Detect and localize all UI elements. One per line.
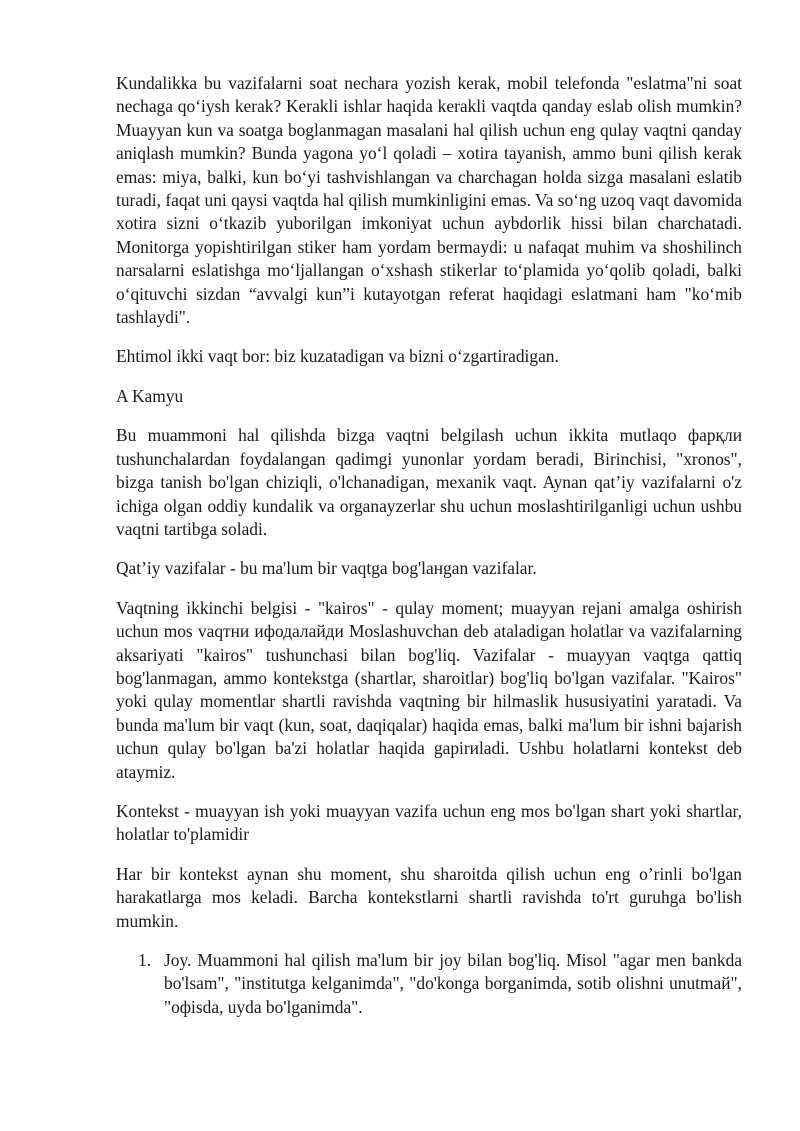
definition-strict-tasks: Qat’iy vazifalar - bu ma'lum bir vaqtga bog'laнgan vazifalar. [116, 558, 537, 579]
list-item-number: 1. [138, 950, 152, 970]
context-list [116, 949, 742, 1019]
document-page [116, 72, 742, 1019]
epigraph-quote: Ehtimol ikki vaqt bor: biz kuzatadigan va bizni o‘zgartiradigan. [116, 346, 559, 367]
list-item [116, 949, 742, 1019]
paragraph-chronos: Bu muammoni hal qilishda bizga vaqtni belgilash uchun ikkita mutlaqo фарқли tushunchalardan foydalangan qadimgi yunonlar yordam beradi, Birinchisi, "xronos", bizga tanish bo'lgan chiziqli, o'lchanadigan, mexanik vaqt. Aynan qat’iy vazifalarni o'z ichiga olgan oddiy kundalik va organayzerlar shu uchun moslashtirilganligi uchun ushbu vaqtni tartibga soladi. [116, 425, 742, 539]
paragraph-context-groups: Har bir kontekst aynan shu moment, shu sharoitda qilish uchun eng o’rinli bo'lgan harakatlarga mos keladi. Barcha kontekstlarni shartli ravishda to'rt guruhga bo'lish mumkin. [116, 863, 742, 931]
definition-context: Kontekst - muayyan ish yoki muayyan vazifa uchun eng mos bo'lgan shart yoki shartlar, holatlar to'plamidir [116, 800, 742, 845]
paragraph-diary-reminders: Kundalikka bu vazifalarni soat nechara yozish kerak, mobil telefonda "eslatma"ni soat nechaga qo‘iysh kerak? Kerakli ishlar haqida kerakli vaqtda qanday eslab olish mumkin? Muayyan kun va soatga boglanmagan masalani hal qilish uchun eng qulay vaqtni qanday aniqlash mumkin? Bunda yagona yo‘l qoladi – xotira tayanish, ammo buni qilish kerak emas: miya, balki, kun bo‘yi tashvishlangan va charchagan holda sizga masalani eslatib turadi, faqat uni qaysi vaqtda hal qilish mumkinligini emas. Va so‘ng uzoq vaqt davomida xotira sizni o‘tkazib yuborilgan imkoniyat uchun aybdorlik hissi bilan charchatadi. Monitorga yopishtirilgan stiker ham yordam bermaydi: u nafaqat muhim va shoshilinch narsalarni eslatishga mo‘ljallangan o‘xshash stikerlar to‘plamida yo‘qolib qoladi, balki o‘qituvchi sizdan “avvalgi kun”i kutayotgan referat haqidagi eslatmani ham "ko‘mib tashlaydi". [116, 73, 742, 328]
paragraph-kairos: Vaqtning ikkinchi belgisi - "kairos" - qulay moment; muayyan rejani amalga oshirish uchun mos vaqтни ифодалайди Moslashuvchan deb ataladigan holatlar va vazifalarning aksariyati "kairos" tushunchasi bilan bog'liq. Vazifalar - muayyan vaqtga qattiq bog'lanmagan, ammo kontekstga (shartlar, sharoitlar) bog'liq bo'lgan vazifalar. "Kairos" yoki qulay momentlar shartli ravishda vaqtning bir hilmaslik hususiyatini yaratadi. Va bunda ma'lum bir vaqt (kun, soat, daqiqalar) haqida emas, balki ma'lum bir ishni bajarish uchun qulay bo'lgan ba'zi holatlar haqida gapirиladi. Ushbu holatlarni kontekst deb ataymiz. [116, 597, 742, 782]
list-item-text: Joy. Muammoni hal qilish ma'lum bir joy bilan bog'liq. Misol "agar men bankda bo'lsam", "institutga kelganimda", "do'konga borganimda, sotib olishni unutmaй", "oфisda, uyda bo'lganimda". [164, 950, 742, 1017]
epigraph-author: A Kamyu [116, 385, 184, 406]
